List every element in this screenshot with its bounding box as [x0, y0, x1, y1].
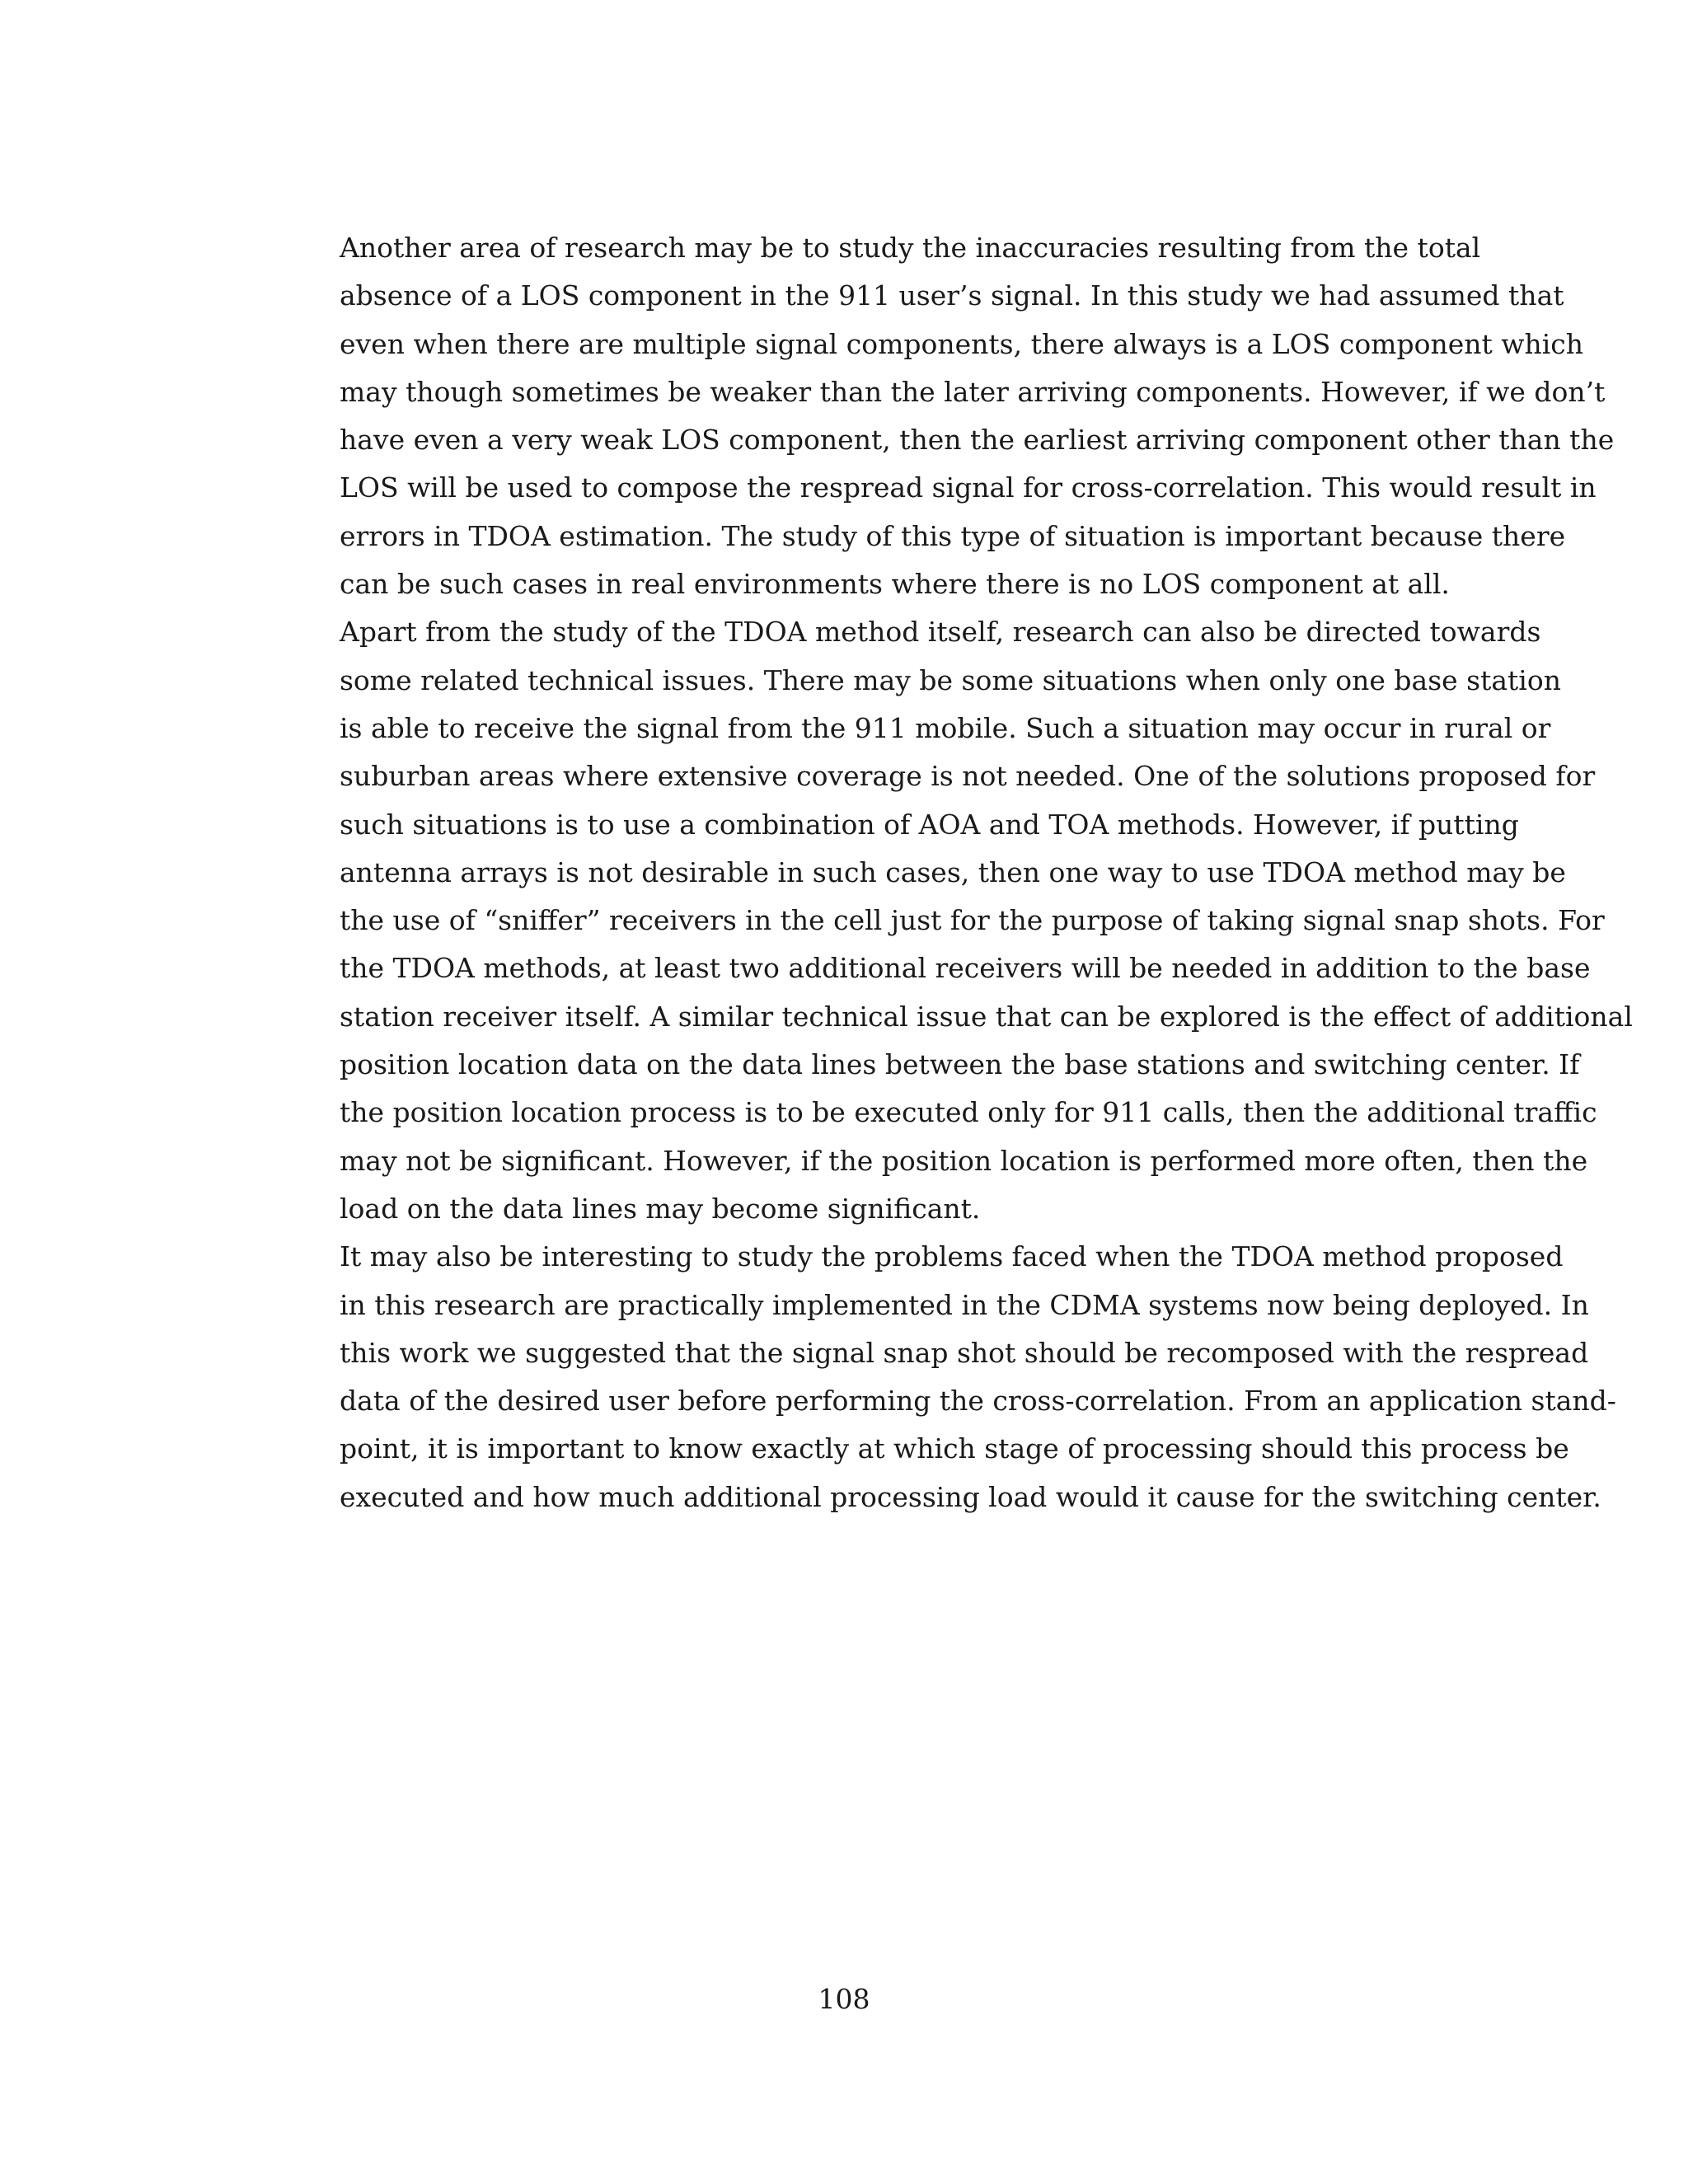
- text-line: load on the data lines may become significant.: [340, 1192, 981, 1225]
- text-line: such situations is to use a combination of AOA and TOA methods. However, if putting: [340, 808, 1519, 841]
- text-line: absence of a LOS component in the 911 user’s signal. In this study we had assumed that: [340, 279, 1564, 312]
- text-line: antenna arrays is not desirable in such cases, then one way to use TDOA method may be: [340, 855, 1566, 888]
- text-line: position location data on the data lines between the base stations and switching center. If: [340, 1048, 1580, 1081]
- paragraph-1: [293, 224, 1615, 608]
- text-line: executed and how much additional processing load would it cause for the switching center.: [340, 1480, 1601, 1513]
- text-line: station receiver itself. A similar technical issue that can be explored is the effect of additional: [340, 1000, 1633, 1033]
- body-text: [293, 224, 1633, 1521]
- text-line: some related technical issues. There may be some situations when only one base station: [340, 663, 1561, 696]
- text-line: errors in TDOA estimation. The study of this type of situation is important because there: [340, 519, 1566, 552]
- text-line: point, it is important to know exactly at which stage of processing should this process be: [340, 1432, 1569, 1465]
- text-line: Another area of research may be to study the inaccuracies resulting from the total: [340, 232, 1481, 264]
- text-line: have even a very weak LOS component, then the earliest arriving component other than the: [340, 424, 1615, 457]
- text-line: the use of “sniffer” receivers in the cell just for the purpose of taking signal snap shots. For: [340, 904, 1605, 937]
- text-line: LOS will be used to compose the respread signal for cross-correlation. This would result in: [340, 471, 1597, 504]
- text-line: the position location process is to be executed only for 911 calls, then the additional traffic: [340, 1096, 1597, 1129]
- text-line: can be such cases in real environments where there is no LOS component at all.: [340, 568, 1450, 601]
- text-line: Apart from the study of the TDOA method itself, research can also be directed towards: [340, 616, 1541, 649]
- text-line: this work we suggested that the signal snap shot should be recomposed with the respread: [340, 1336, 1589, 1369]
- text-line: suburban areas where extensive coverage is not needed. One of the solutions proposed for: [340, 760, 1596, 793]
- text-line: may not be significant. However, if the position location is performed more often, then the: [340, 1144, 1588, 1177]
- text-line: even when there are multiple signal components, there always is a LOS component which: [340, 327, 1584, 360]
- paragraph-2: [293, 608, 1633, 1233]
- text-line: in this research are practically implemented in the CDMA systems now being deployed. In: [340, 1288, 1589, 1321]
- paragraph-3: [293, 1233, 1616, 1521]
- text-line: may though sometimes be weaker than the later arriving components. However, if we don’t: [340, 375, 1606, 408]
- text-line: the TDOA methods, at least two additional receivers will be needed in addition to the base: [340, 952, 1591, 985]
- text-line: data of the desired user before performing the cross-correlation. From an application stand-: [340, 1385, 1616, 1418]
- page-number: 108: [818, 1983, 870, 2015]
- text-line: It may also be interesting to study the problems faced when the TDOA method proposed: [340, 1240, 1564, 1273]
- text-line: is able to receive the signal from the 911 mobile. Such a situation may occur in rural or: [340, 711, 1551, 744]
